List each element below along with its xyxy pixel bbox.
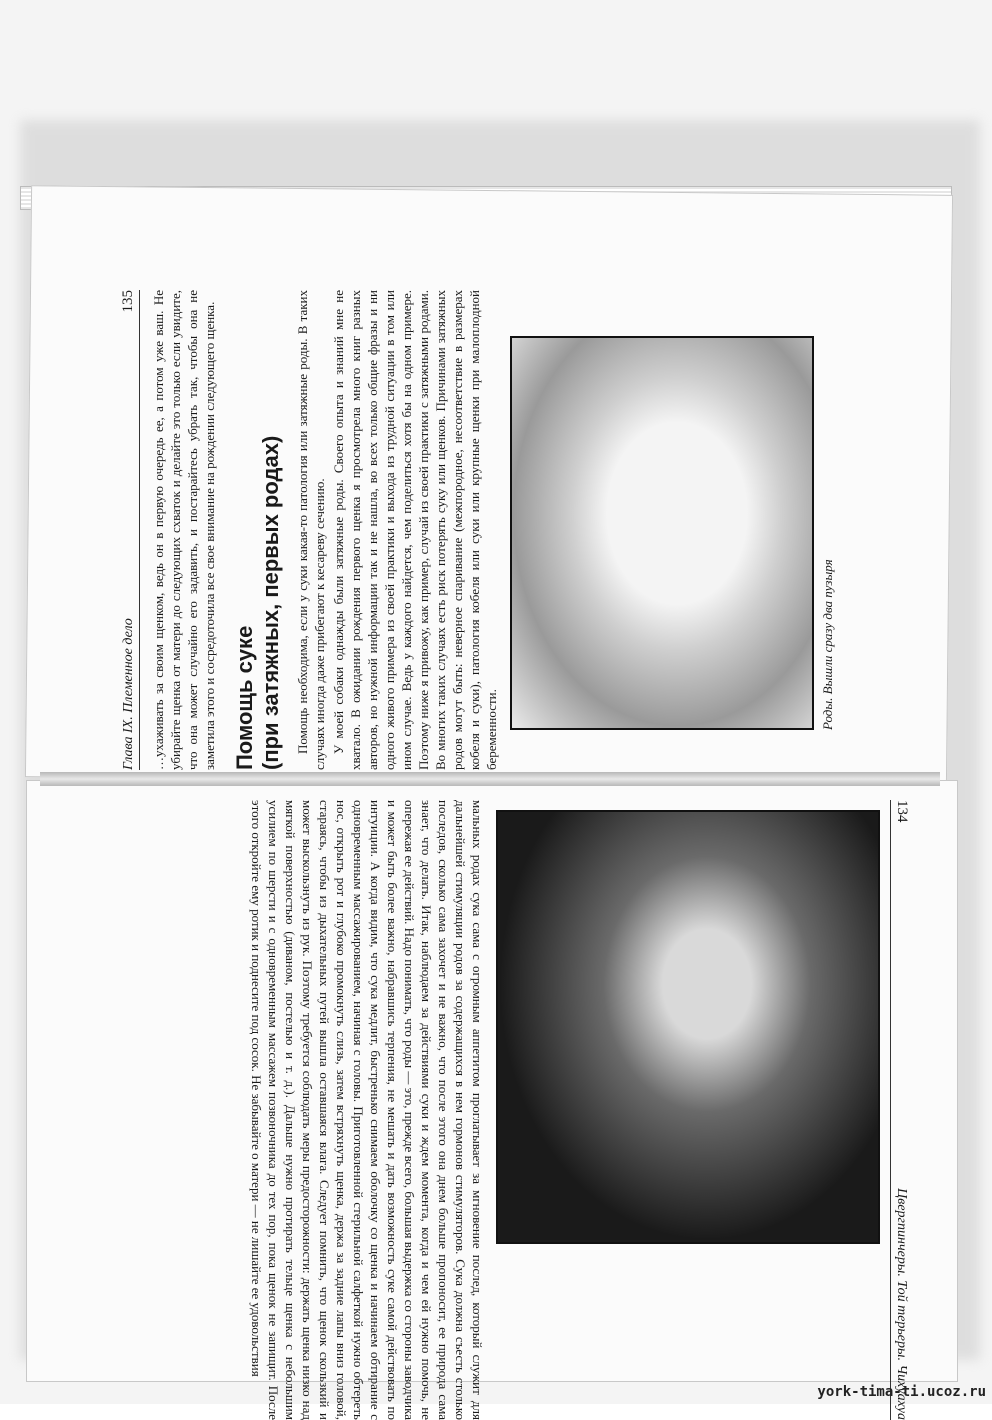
section-heading [232,290,284,770]
page-134 [50,800,910,1420]
section-heading-line-2: (при затяжных, первых родах) [258,435,283,770]
paragraph: У моей собаки однажды были затяжные роды. Своего опыта и знаний мне не хватало. В ожидании рождения первого щенка я просмотрела много книг разных авторов, но нужной информации так и не нашла, во всех только общие фразы и ни одного живого примера из своей практики и выхода из трудной ситуации в том или ином случае. Ведь у каждого найдется, чем поделиться хотя бы на одном примере. Поэтому ниже я привожу, как пример, случай из своей практики с затяжными родами. Во многих таких случаях есть риск потерять суку или щенков. Причинами затяжных родов могут быть: неверное спаривание (межпородное, несоответствие в размерах кобеля и суки), патология кобеля или суки или крупные щенки при малоплодной беременности. [331,290,499,770]
birth-photo [510,336,814,730]
paragraph: Помощь необходима, если у суки какая-то патология или затяжные роды. В таких случаях иногда даже прибегают к кесареву сечению. [295,290,327,770]
photo-caption: Роды. Вышли сразу два пузыря [820,559,835,730]
running-header-right [120,290,140,770]
paragraph: мальных родах сука сама с огромным аппетитом проглатывает за мгновение послед, который служит для дальнейшей стимуляции родов за содержащихся в нем гормонов стимуляторов. Сука должна съесть столько последов, сколько сама захочет и не важно, что после этого она днем больше пропоносит, ее природа сама знает, что делать. Итак, наблюдаем за действиями суки и ждем момента, когда и чем ей нужно помочь, не опережая ее действий. Надо понимать, что роды — это, прежде всего, большая выдержка со стороны заводчика и может быть более важно, набравшись терпения, не мешать и дать возможность суке самой действовать по интуиции. А когда видим, что сука медлит, быстренько снимаем оболочку со щенка и начинаем обтирание с одновременным массажированием, начиная с головы. Приготовленной стерильной салфеткой нужно обтереть нос, открыть рот и глубоко промокнуть слизь, затем встряхнуть щенка, держа за задние лапы вниз головой, стараясь, чтобы из дыхательных путей вышла оставшаяся влага. Следует помнить, что щенок скользкий и может выскользнуть из рук. Поэтому требуется соблюдать меры предосторожности: держать щенка низко над мягкой поверхностью (диваном, постелью и т. д.). Дальше нужно протирать тельце щенка с небольшим усилием по шерсти и с одновременным массажем позвоночника до тех пор, пока щенок не запищит. После этого откройте ему ротик и поднесите под сосок. Не забывайте о матери — не лишайте ее удовольствия [249,800,485,1420]
running-header-left [890,800,910,1420]
watermark: york-tima-ti.ucoz.ru [817,1384,986,1400]
page-number-left: 134 [894,800,910,823]
chapter-title: Глава IX. Племенное дело [121,618,136,770]
book-title: Цвергпинчеры. Той терьеры. Чихуахуа [894,1188,909,1420]
book-gutter [40,772,940,786]
page-number-right: 135 [120,290,136,313]
section-heading-line-1: Помощь суке [232,625,257,770]
page-135 [120,290,900,770]
lead-paragraph: …ухаживать за своим щенком, ведь он в первую очередь ее, а потом уже ваш. Не убирайте щенка от матери до следующих схваток и делайте это только если увидите, что она может случайно его задавить, и постарайтесь убрать так, чтобы она не заметила этого и сосредоточила все свое внимание на рождении следующего щенка. [151,290,217,770]
puppy-photo [496,810,880,1244]
